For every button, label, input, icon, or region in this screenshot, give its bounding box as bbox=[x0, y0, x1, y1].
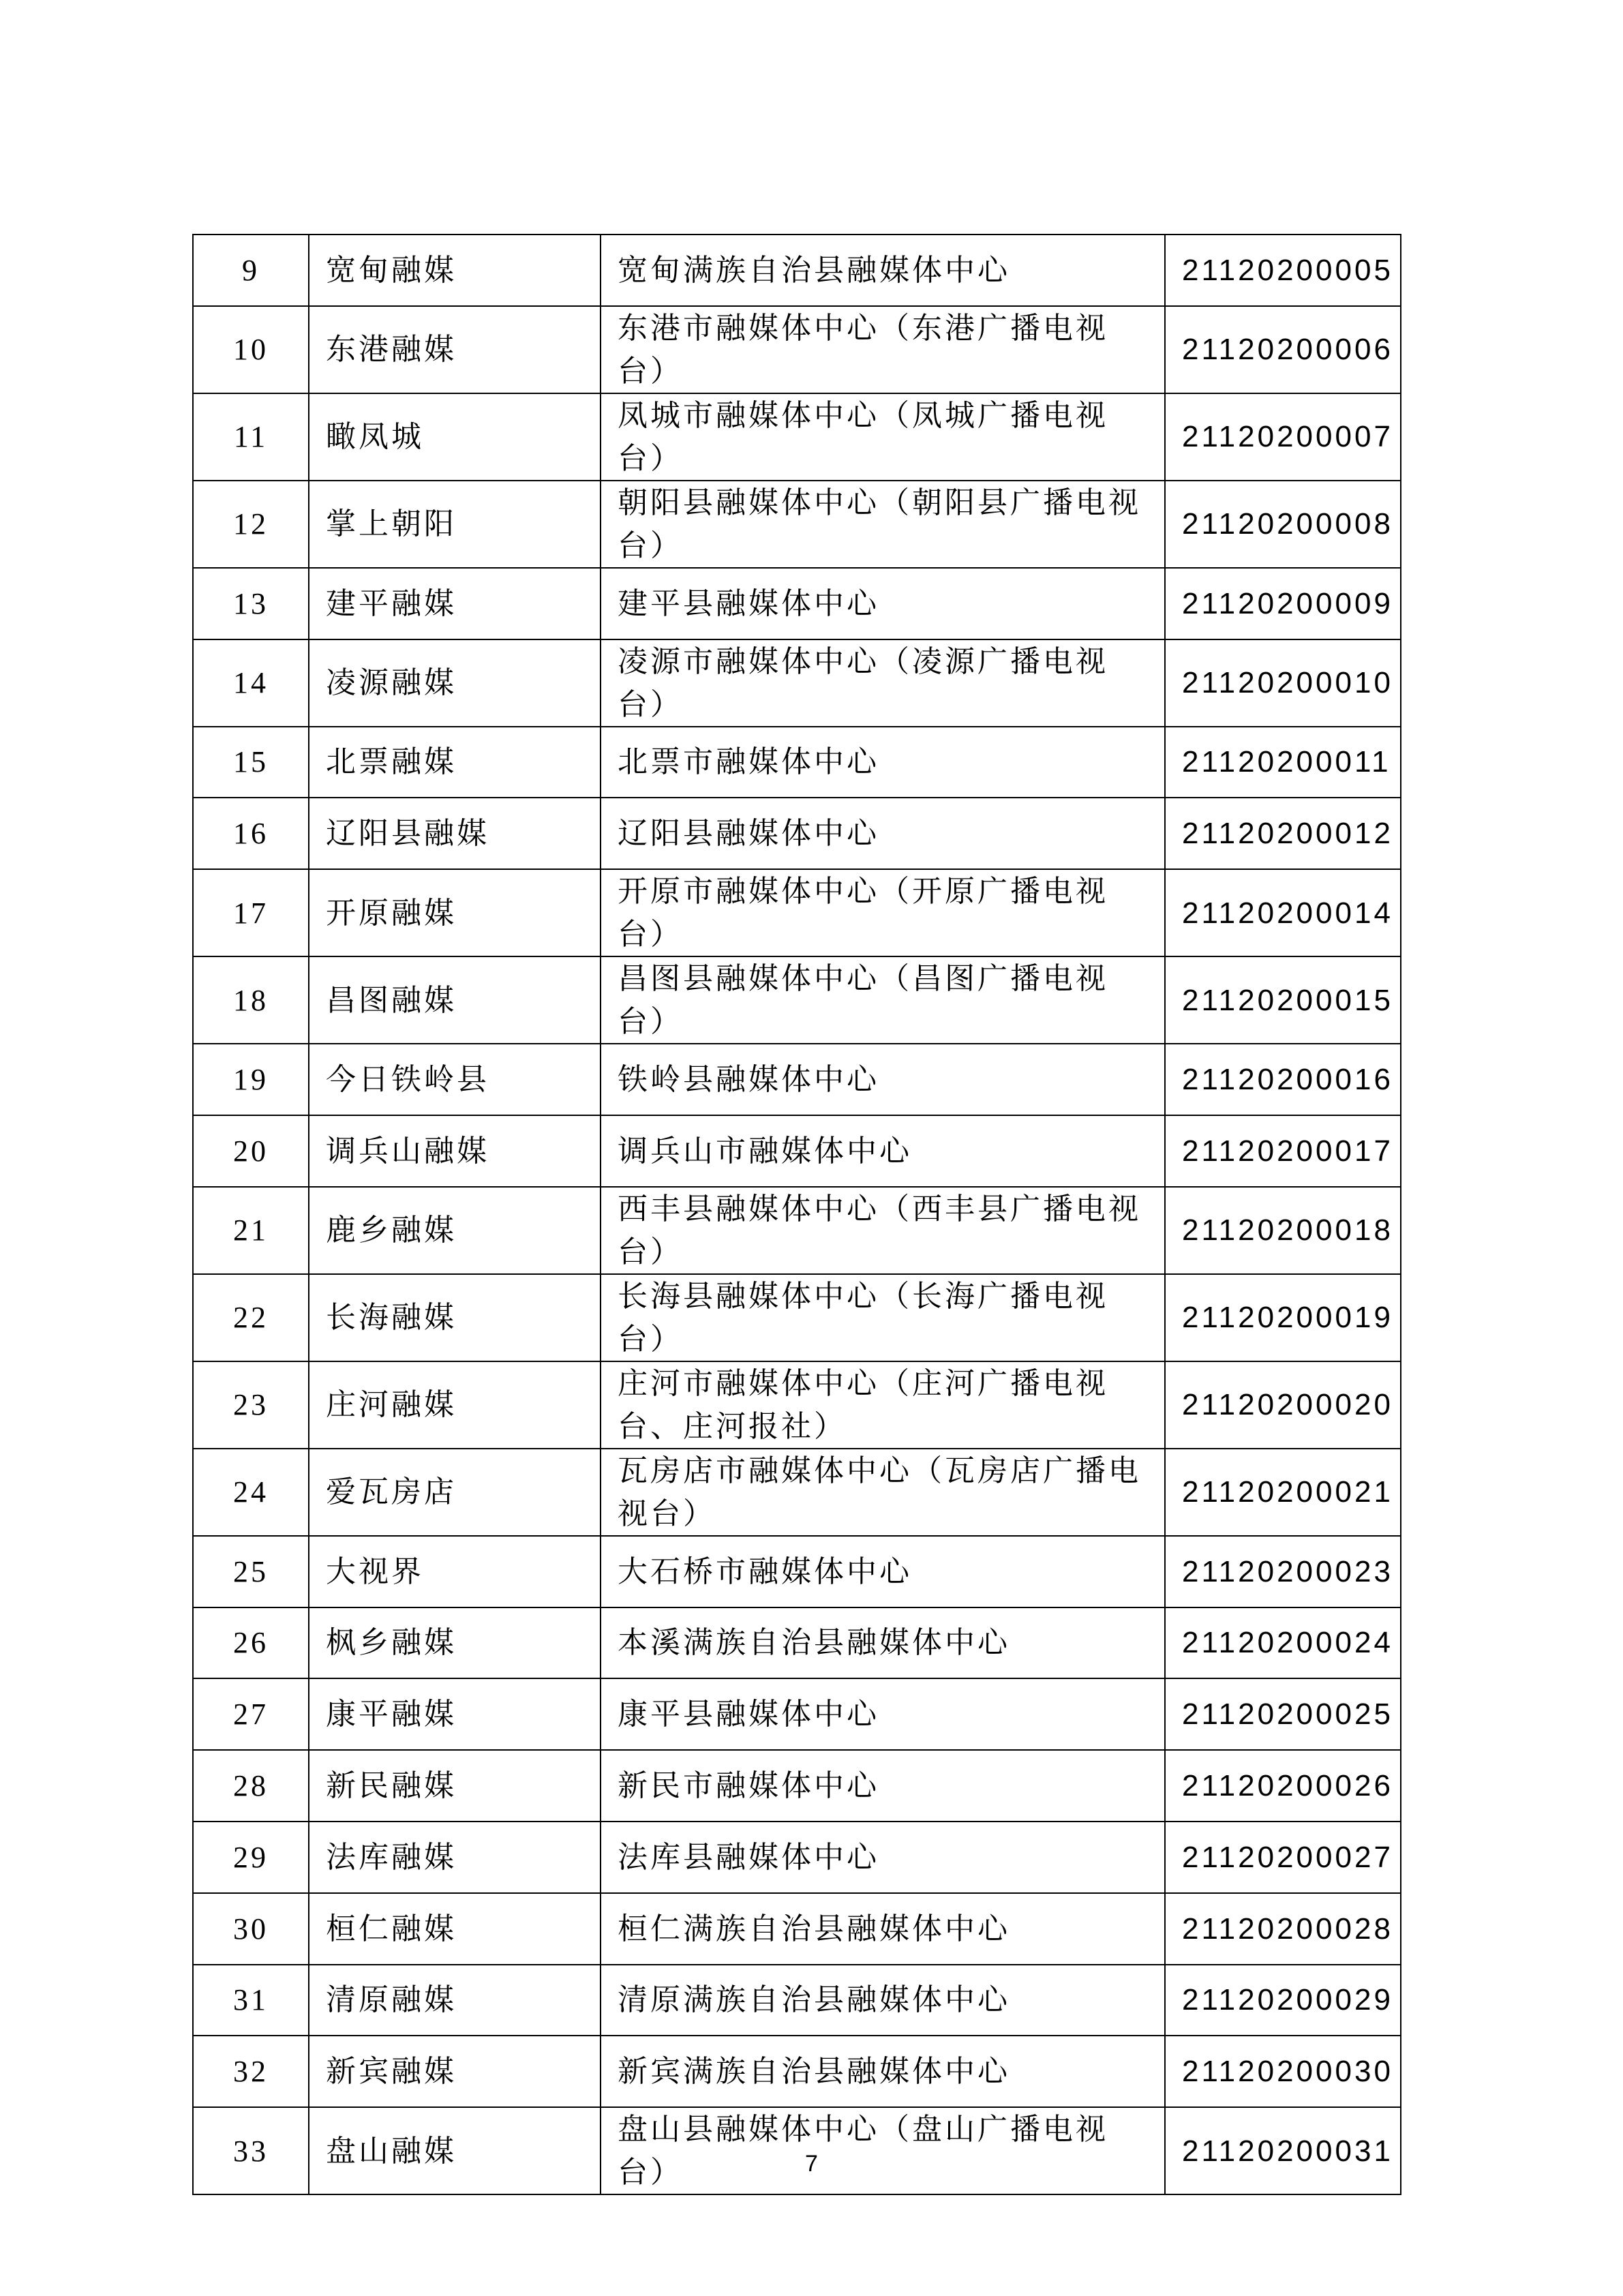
short-name-cell: 长海融媒 bbox=[309, 1274, 601, 1361]
organization-cell: 铁岭县融媒体中心 bbox=[601, 1044, 1165, 1115]
table-row bbox=[193, 1893, 1401, 1965]
code-cell: 21120200005 bbox=[1165, 235, 1401, 306]
table-row bbox=[193, 1449, 1401, 1536]
table-row bbox=[193, 2036, 1401, 2107]
short-name-cell: 凌源融媒 bbox=[309, 639, 601, 727]
organization-cell: 新宾满族自治县融媒体中心 bbox=[601, 2036, 1165, 2107]
short-name-cell: 宽甸融媒 bbox=[309, 235, 601, 306]
row-number-cell: 20 bbox=[193, 1115, 309, 1187]
row-number-cell: 30 bbox=[193, 1893, 309, 1965]
row-number-cell: 23 bbox=[193, 1361, 309, 1449]
organization-cell: 瓦房店市融媒体中心（瓦房店广播电视台） bbox=[601, 1449, 1165, 1536]
short-name-cell: 开原融媒 bbox=[309, 869, 601, 956]
row-number-cell: 28 bbox=[193, 1750, 309, 1822]
short-name-cell: 辽阳县融媒 bbox=[309, 798, 601, 869]
row-number-cell: 26 bbox=[193, 1607, 309, 1679]
table-row bbox=[193, 639, 1401, 727]
table-row bbox=[193, 393, 1401, 481]
row-number-cell: 9 bbox=[193, 235, 309, 306]
code-cell: 21120200029 bbox=[1165, 1965, 1401, 2036]
row-number-cell: 25 bbox=[193, 1536, 309, 1607]
organization-cell: 庄河市融媒体中心（庄河广播电视台、庄河报社） bbox=[601, 1361, 1165, 1449]
table-row bbox=[193, 1607, 1401, 1679]
code-cell: 21120200030 bbox=[1165, 2036, 1401, 2107]
code-cell: 21120200011 bbox=[1165, 727, 1401, 798]
code-cell: 21120200015 bbox=[1165, 956, 1401, 1044]
table-row bbox=[193, 1274, 1401, 1361]
code-cell: 21120200027 bbox=[1165, 1822, 1401, 1893]
code-cell: 21120200021 bbox=[1165, 1449, 1401, 1536]
table-row bbox=[193, 235, 1401, 306]
code-cell: 21120200016 bbox=[1165, 1044, 1401, 1115]
code-cell: 21120200023 bbox=[1165, 1536, 1401, 1607]
short-name-cell: 盘山融媒 bbox=[309, 2107, 601, 2194]
organization-cell: 凤城市融媒体中心（凤城广播电视台） bbox=[601, 393, 1165, 481]
row-number-cell: 14 bbox=[193, 639, 309, 727]
code-cell: 21120200009 bbox=[1165, 568, 1401, 639]
short-name-cell: 鹿乡融媒 bbox=[309, 1187, 601, 1274]
row-number-cell: 19 bbox=[193, 1044, 309, 1115]
row-number-cell: 11 bbox=[193, 393, 309, 481]
short-name-cell: 桓仁融媒 bbox=[309, 1893, 601, 1965]
table-row bbox=[193, 727, 1401, 798]
organization-cell: 长海县融媒体中心（长海广播电视台） bbox=[601, 1274, 1165, 1361]
organization-cell: 辽阳县融媒体中心 bbox=[601, 798, 1165, 869]
code-cell: 21120200019 bbox=[1165, 1274, 1401, 1361]
organization-cell: 法库县融媒体中心 bbox=[601, 1822, 1165, 1893]
short-name-cell: 东港融媒 bbox=[309, 306, 601, 393]
code-cell: 21120200025 bbox=[1165, 1678, 1401, 1750]
organization-cell: 东港市融媒体中心（东港广播电视台） bbox=[601, 306, 1165, 393]
code-cell: 21120200010 bbox=[1165, 639, 1401, 727]
code-cell: 21120200028 bbox=[1165, 1893, 1401, 1965]
table-row bbox=[193, 1187, 1401, 1274]
organization-cell: 新民市融媒体中心 bbox=[601, 1750, 1165, 1822]
table-row bbox=[193, 1965, 1401, 2036]
code-cell: 21120200026 bbox=[1165, 1750, 1401, 1822]
code-cell: 21120200024 bbox=[1165, 1607, 1401, 1679]
organization-cell: 昌图县融媒体中心（昌图广播电视台） bbox=[601, 956, 1165, 1044]
organization-cell: 建平县融媒体中心 bbox=[601, 568, 1165, 639]
short-name-cell: 法库融媒 bbox=[309, 1822, 601, 1893]
organization-cell: 桓仁满族自治县融媒体中心 bbox=[601, 1893, 1165, 1965]
organization-cell: 清原满族自治县融媒体中心 bbox=[601, 1965, 1165, 2036]
organization-cell: 宽甸满族自治县融媒体中心 bbox=[601, 235, 1165, 306]
table-row bbox=[193, 1115, 1401, 1187]
row-number-cell: 16 bbox=[193, 798, 309, 869]
table-row bbox=[193, 798, 1401, 869]
code-cell: 21120200012 bbox=[1165, 798, 1401, 869]
table-row bbox=[193, 1361, 1401, 1449]
table-row bbox=[193, 1044, 1401, 1115]
short-name-cell: 庄河融媒 bbox=[309, 1361, 601, 1449]
organization-cell: 凌源市融媒体中心（凌源广播电视台） bbox=[601, 639, 1165, 727]
media-center-table bbox=[192, 234, 1401, 2195]
short-name-cell: 大视界 bbox=[309, 1536, 601, 1607]
table-row bbox=[193, 1536, 1401, 1607]
row-number-cell: 27 bbox=[193, 1678, 309, 1750]
code-cell: 21120200007 bbox=[1165, 393, 1401, 481]
organization-cell: 北票市融媒体中心 bbox=[601, 727, 1165, 798]
short-name-cell: 康平融媒 bbox=[309, 1678, 601, 1750]
row-number-cell: 21 bbox=[193, 1187, 309, 1274]
short-name-cell: 清原融媒 bbox=[309, 1965, 601, 2036]
table-row bbox=[193, 1678, 1401, 1750]
row-number-cell: 22 bbox=[193, 1274, 309, 1361]
table-row bbox=[193, 956, 1401, 1044]
short-name-cell: 新民融媒 bbox=[309, 1750, 601, 1822]
table-row bbox=[193, 869, 1401, 956]
organization-cell: 本溪满族自治县融媒体中心 bbox=[601, 1607, 1165, 1679]
short-name-cell: 建平融媒 bbox=[309, 568, 601, 639]
row-number-cell: 12 bbox=[193, 481, 309, 568]
table-row bbox=[193, 1822, 1401, 1893]
row-number-cell: 24 bbox=[193, 1449, 309, 1536]
short-name-cell: 调兵山融媒 bbox=[309, 1115, 601, 1187]
short-name-cell: 今日铁岭县 bbox=[309, 1044, 601, 1115]
code-cell: 21120200031 bbox=[1165, 2107, 1401, 2194]
row-number-cell: 31 bbox=[193, 1965, 309, 2036]
organization-cell: 朝阳县融媒体中心（朝阳县广播电视台） bbox=[601, 481, 1165, 568]
organization-cell: 开原市融媒体中心（开原广播电视台） bbox=[601, 869, 1165, 956]
short-name-cell: 掌上朝阳 bbox=[309, 481, 601, 568]
organization-cell: 西丰县融媒体中心（西丰县广播电视台） bbox=[601, 1187, 1165, 1274]
code-cell: 21120200014 bbox=[1165, 869, 1401, 956]
table-row bbox=[193, 481, 1401, 568]
short-name-cell: 爱瓦房店 bbox=[309, 1449, 601, 1536]
table-row bbox=[193, 1750, 1401, 1822]
table-row bbox=[193, 306, 1401, 393]
short-name-cell: 昌图融媒 bbox=[309, 956, 601, 1044]
organization-cell: 调兵山市融媒体中心 bbox=[601, 1115, 1165, 1187]
row-number-cell: 17 bbox=[193, 869, 309, 956]
code-cell: 21120200006 bbox=[1165, 306, 1401, 393]
row-number-cell: 32 bbox=[193, 2036, 309, 2107]
organization-cell: 大石桥市融媒体中心 bbox=[601, 1536, 1165, 1607]
row-number-cell: 29 bbox=[193, 1822, 309, 1893]
row-number-cell: 10 bbox=[193, 306, 309, 393]
short-name-cell: 枫乡融媒 bbox=[309, 1607, 601, 1679]
short-name-cell: 北票融媒 bbox=[309, 727, 601, 798]
table-row bbox=[193, 568, 1401, 639]
code-cell: 21120200020 bbox=[1165, 1361, 1401, 1449]
table-body bbox=[193, 235, 1401, 2194]
short-name-cell: 瞰凤城 bbox=[309, 393, 601, 481]
short-name-cell: 新宾融媒 bbox=[309, 2036, 601, 2107]
code-cell: 21120200018 bbox=[1165, 1187, 1401, 1274]
row-number-cell: 15 bbox=[193, 727, 309, 798]
row-number-cell: 18 bbox=[193, 956, 309, 1044]
code-cell: 21120200008 bbox=[1165, 481, 1401, 568]
code-cell: 21120200017 bbox=[1165, 1115, 1401, 1187]
organization-cell: 盘山县融媒体中心（盘山广播电视台） bbox=[601, 2107, 1165, 2194]
row-number-cell: 33 bbox=[193, 2107, 309, 2194]
row-number-cell: 13 bbox=[193, 568, 309, 639]
organization-cell: 康平县融媒体中心 bbox=[601, 1678, 1165, 1750]
page-number: 7 bbox=[805, 2151, 818, 2177]
